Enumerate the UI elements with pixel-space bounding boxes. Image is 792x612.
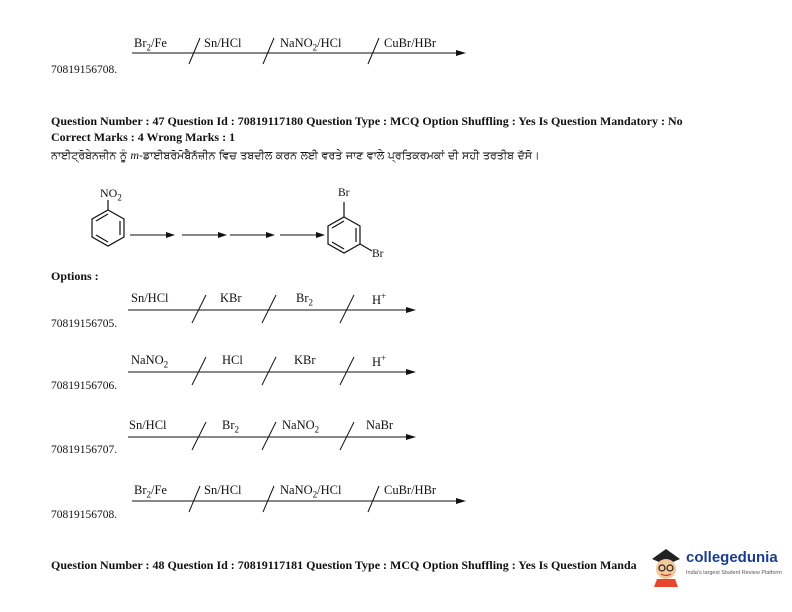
option-3-reaction <box>128 418 428 452</box>
prev-option-reaction <box>132 36 472 64</box>
reagent-1: Sn/HCl <box>129 418 167 432</box>
reagent-3: NaNO$_2$ <box>282 418 320 435</box>
reagent-3: KBr <box>294 353 316 367</box>
bromo-label-meta: Br <box>372 248 384 260</box>
next-question-header: Question Number : 48 Question Id : 70819117181 Question Type : MCQ Option Shuffling : Yes Is Question Manda <box>51 558 637 572</box>
prev-option-id: 70819156708. <box>51 64 118 76</box>
options-label: Options : <box>51 269 99 283</box>
option-1-reaction <box>128 291 428 325</box>
reagent-4: H+ <box>372 353 387 370</box>
question-marks: Correct Marks : 4 Wrong Marks : 1 <box>51 130 236 144</box>
reagent-2: $Br_2$ <box>222 418 239 435</box>
question-header: Question Number : 47 Question Id : 70819117180 Question Type : MCQ Option Shuffling : Yes Is Question Mandatory : No <box>51 114 683 128</box>
bromo-label-top: Br <box>338 187 350 199</box>
reagent-2: HCl <box>222 353 243 367</box>
reagent-2: KBr <box>220 291 242 305</box>
reagent-1: $Br_2/Fe$ <box>134 483 167 500</box>
reagent-1: NaNO$_2$ <box>131 353 169 370</box>
reagent-3: $Br_2$ <box>296 291 313 308</box>
logo-tagline: India's largest Student Review Platform <box>686 570 782 576</box>
dibromobenzene-ring <box>328 202 372 253</box>
reagent-4: H+ <box>372 291 387 308</box>
reagent-2: Sn/HCl <box>204 36 242 50</box>
reagent-2: Sn/HCl <box>204 483 242 497</box>
option-2-id: 70819156706. <box>51 380 118 392</box>
collegedunia-logo[interactable] <box>648 543 790 591</box>
reagent-1: Sn/HCl <box>131 291 169 305</box>
option-3-id: 70819156707. <box>51 444 118 456</box>
reagent-3: NaNO$_2$/HCl <box>280 36 342 53</box>
scheme-drawing <box>80 180 410 270</box>
reaction-scheme <box>80 180 410 270</box>
reagent-4: CuBr/HBr <box>384 483 437 497</box>
reagent-4: CuBr/HBr <box>384 36 437 50</box>
question-text: ਨਾਈਟ੍ਰੋਬੇਨਜ਼ੀਨ ਨੂੰ m-ਡਾਈਬਰੋਮੋਬੈਨੱਜ਼ੀਨ ਵਿਚ ਤਬਦੀਲ ਕਰਨ ਲਈ ਵਰਤੇ ਜਾਣ ਵਾਲੇ ਪ੍ਰਤਿਕਰਮਕਾਂ ਦੀ ਸਹੀ ਤਰਤੀਬ ਦੱਸੋ। <box>51 148 540 162</box>
mascot-icon <box>648 545 684 587</box>
option-4-id: 70819156708. <box>51 509 118 521</box>
reagent-3: NaNO$_2$/HCl <box>280 483 342 500</box>
reagent-1: $Br_2/Fe$ <box>134 36 167 53</box>
option-2-reaction <box>128 353 428 387</box>
option-4-reaction <box>132 483 472 513</box>
logo-name: collegedunia <box>686 549 778 566</box>
nitro-label: $NO_2$ <box>100 186 122 203</box>
option-1-id: 70819156705. <box>51 318 118 330</box>
reagent-4: NaBr <box>366 418 394 432</box>
nitrobenzene-ring <box>92 200 124 246</box>
